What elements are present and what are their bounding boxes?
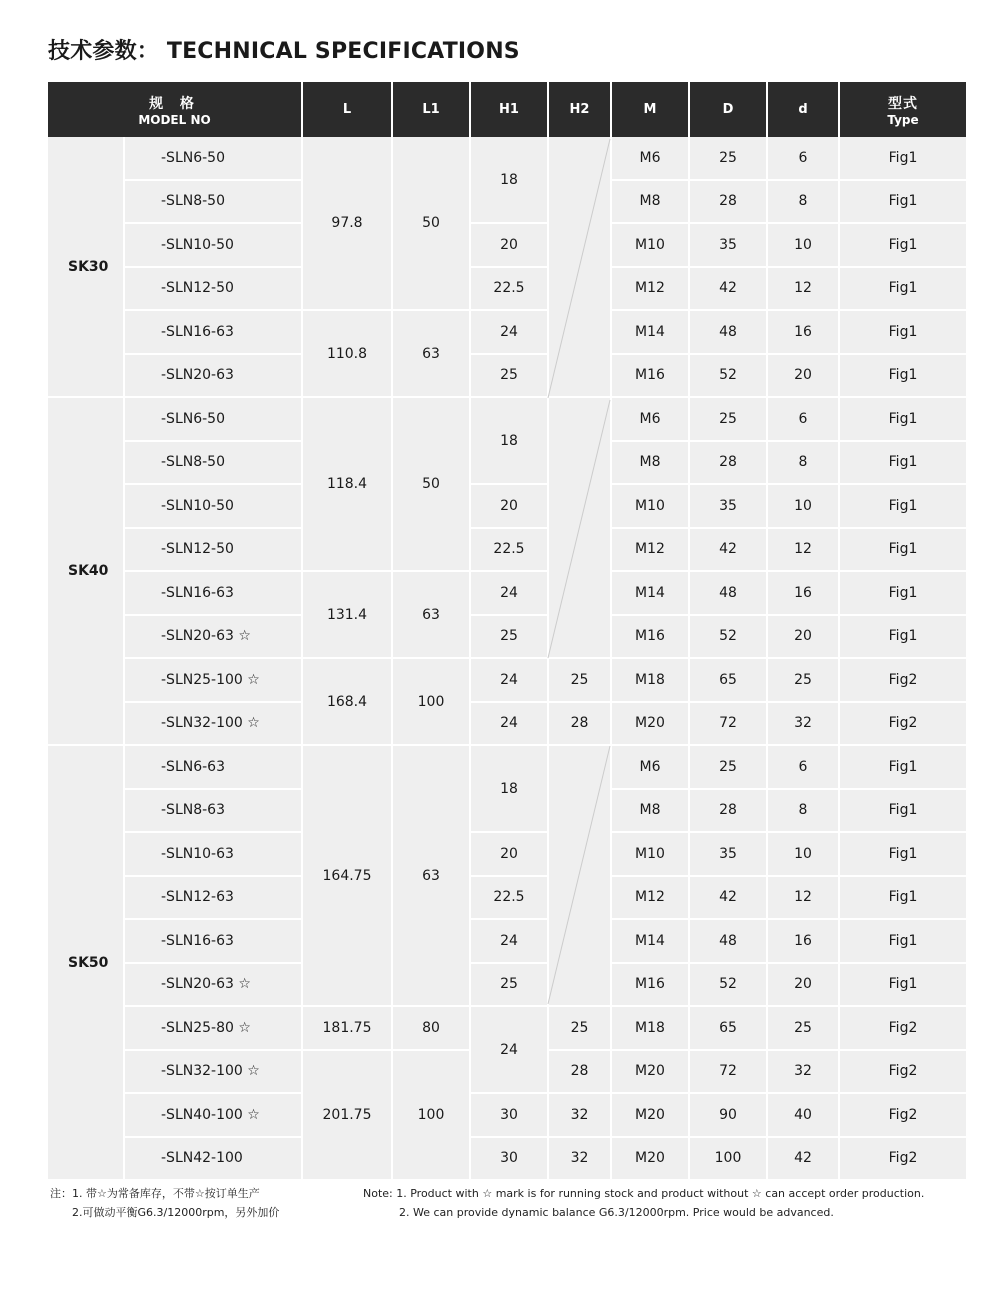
- page-title: 技术参数： TECHNICAL SPECIFICATIONS: [48, 39, 520, 64]
- d-outer-cell: 35: [689, 832, 767, 876]
- table-row: [48, 1006, 966, 1050]
- h1-cell: 24: [470, 310, 548, 354]
- d-inner-cell: 8: [767, 441, 839, 485]
- model-cell: -SLN12-50: [124, 528, 302, 572]
- h2-empty-cell: [548, 137, 611, 397]
- h2-cell: 32: [548, 1093, 611, 1137]
- notes-zh: [50, 1184, 279, 1222]
- d-inner-cell: 16: [767, 571, 839, 615]
- type-cell: Fig2: [839, 1050, 966, 1094]
- l-cell: 118.4: [302, 397, 392, 571]
- type-cell: Fig2: [839, 1093, 966, 1137]
- d-outer-cell: 72: [689, 1050, 767, 1094]
- h1-cell: 18: [470, 137, 548, 223]
- d-outer-cell: 48: [689, 919, 767, 963]
- d-inner-cell: 32: [767, 1050, 839, 1094]
- d-outer-cell: 52: [689, 354, 767, 398]
- model-cell: -SLN16-63: [124, 571, 302, 615]
- d-inner-cell: 10: [767, 223, 839, 267]
- h1-cell: 24: [470, 658, 548, 702]
- notes-en: [363, 1184, 924, 1222]
- m-cell: M10: [611, 832, 689, 876]
- l-cell: 97.8: [302, 137, 392, 310]
- h1-cell: 25: [470, 354, 548, 398]
- model-cell: -SLN20-63 ☆: [124, 963, 302, 1007]
- l1-cell: 100: [392, 1050, 470, 1181]
- d-outer-cell: 48: [689, 571, 767, 615]
- m-cell: M18: [611, 1006, 689, 1050]
- d-outer-cell: 28: [689, 441, 767, 485]
- l-cell: 168.4: [302, 658, 392, 745]
- m-cell: M16: [611, 354, 689, 398]
- type-cell: Fig1: [839, 310, 966, 354]
- l1-cell: 63: [392, 310, 470, 397]
- group-label-sk40: SK40: [48, 397, 124, 745]
- m-cell: M20: [611, 702, 689, 746]
- model-cell: -SLN8-63: [124, 789, 302, 833]
- l-cell: 181.75: [302, 1006, 392, 1050]
- h1-cell: 22.5: [470, 876, 548, 920]
- d-inner-cell: 32: [767, 702, 839, 746]
- d-inner-cell: 6: [767, 745, 839, 789]
- model-cell: -SLN25-80 ☆: [124, 1006, 302, 1050]
- h1-cell: 24: [470, 702, 548, 746]
- type-cell: Fig1: [839, 137, 966, 180]
- l1-cell: 50: [392, 137, 470, 310]
- type-cell: Fig1: [839, 267, 966, 311]
- header-type-zh: 型式: [888, 95, 918, 112]
- type-cell: Fig1: [839, 745, 966, 789]
- table-row: [48, 137, 966, 180]
- model-cell: -SLN16-63: [124, 919, 302, 963]
- table-row: [48, 267, 966, 311]
- note-en-line1: Note: 1. Product with ☆ mark is for running stock and product without ☆ can accept order production.: [363, 1187, 925, 1200]
- d-inner-cell: 20: [767, 354, 839, 398]
- l1-cell: 50: [392, 397, 470, 571]
- type-cell: Fig2: [839, 1006, 966, 1050]
- table-row: [48, 354, 966, 398]
- header-l: L: [302, 82, 392, 137]
- d-outer-cell: 90: [689, 1093, 767, 1137]
- d-outer-cell: 42: [689, 876, 767, 920]
- h2-cell: 28: [548, 702, 611, 746]
- m-cell: M8: [611, 180, 689, 224]
- model-cell: -SLN8-50: [124, 441, 302, 485]
- type-cell: Fig1: [839, 223, 966, 267]
- d-inner-cell: 20: [767, 963, 839, 1007]
- d-outer-cell: 25: [689, 745, 767, 789]
- model-cell: -SLN8-50: [124, 180, 302, 224]
- d-inner-cell: 12: [767, 528, 839, 572]
- specifications-table: [48, 82, 966, 1181]
- header-type-en: Type: [887, 112, 919, 127]
- model-cell: -SLN20-63 ☆: [124, 615, 302, 659]
- model-cell: -SLN20-63: [124, 354, 302, 398]
- m-cell: M18: [611, 658, 689, 702]
- h1-cell: 20: [470, 223, 548, 267]
- table-header-row: [48, 82, 966, 137]
- header-h2: H2: [548, 82, 611, 137]
- header-type: [839, 82, 966, 137]
- d-outer-cell: 100: [689, 1137, 767, 1181]
- d-inner-cell: 25: [767, 658, 839, 702]
- d-inner-cell: 6: [767, 137, 839, 180]
- table-row: [48, 397, 966, 441]
- table-row: [48, 310, 966, 354]
- table-row: [48, 832, 966, 876]
- m-cell: M6: [611, 397, 689, 441]
- table-row: [48, 571, 966, 615]
- type-cell: Fig2: [839, 702, 966, 746]
- model-cell: -SLN32-100 ☆: [124, 702, 302, 746]
- h2-empty-cell: [548, 745, 611, 1006]
- m-cell: M12: [611, 528, 689, 572]
- type-cell: Fig1: [839, 789, 966, 833]
- l1-cell: 100: [392, 658, 470, 745]
- type-cell: Fig1: [839, 963, 966, 1007]
- l-cell: 201.75: [302, 1050, 392, 1181]
- m-cell: M16: [611, 615, 689, 659]
- d-outer-cell: 42: [689, 267, 767, 311]
- l-cell: 164.75: [302, 745, 392, 1006]
- model-cell: -SLN12-63: [124, 876, 302, 920]
- specifications-table-wrapper: [48, 82, 966, 1181]
- table-row: [48, 963, 966, 1007]
- d-outer-cell: 48: [689, 310, 767, 354]
- h1-cell: 24: [470, 571, 548, 615]
- d-inner-cell: 16: [767, 919, 839, 963]
- m-cell: M16: [611, 963, 689, 1007]
- model-cell: -SLN6-50: [124, 137, 302, 180]
- table-row: [48, 528, 966, 572]
- m-cell: M8: [611, 441, 689, 485]
- d-inner-cell: 20: [767, 615, 839, 659]
- d-outer-cell: 35: [689, 223, 767, 267]
- table-row: [48, 745, 966, 789]
- note-zh-line2: 2.可做动平衡G6.3/12000rpm，另外加价: [72, 1206, 280, 1219]
- type-cell: Fig1: [839, 615, 966, 659]
- model-cell: -SLN6-63: [124, 745, 302, 789]
- model-cell: -SLN10-50: [124, 223, 302, 267]
- m-cell: M20: [611, 1093, 689, 1137]
- d-outer-cell: 65: [689, 1006, 767, 1050]
- d-outer-cell: 65: [689, 658, 767, 702]
- model-cell: -SLN16-63: [124, 310, 302, 354]
- header-d-outer: D: [689, 82, 767, 137]
- m-cell: M14: [611, 310, 689, 354]
- type-cell: Fig1: [839, 397, 966, 441]
- type-cell: Fig1: [839, 484, 966, 528]
- d-inner-cell: 16: [767, 310, 839, 354]
- type-cell: Fig2: [839, 658, 966, 702]
- d-inner-cell: 25: [767, 1006, 839, 1050]
- header-m: M: [611, 82, 689, 137]
- type-cell: Fig1: [839, 876, 966, 920]
- type-cell: Fig2: [839, 1137, 966, 1181]
- d-outer-cell: 28: [689, 789, 767, 833]
- m-cell: M8: [611, 789, 689, 833]
- type-cell: Fig1: [839, 180, 966, 224]
- header-d-inner: d: [767, 82, 839, 137]
- l-cell: 110.8: [302, 310, 392, 397]
- table-row: [48, 223, 966, 267]
- model-cell: -SLN42-100: [124, 1137, 302, 1181]
- h1-cell: 18: [470, 745, 548, 832]
- model-cell: -SLN32-100 ☆: [124, 1050, 302, 1094]
- model-cell: -SLN40-100 ☆: [124, 1093, 302, 1137]
- l1-cell: 63: [392, 745, 470, 1006]
- type-cell: Fig1: [839, 441, 966, 485]
- d-inner-cell: 12: [767, 267, 839, 311]
- h1-cell: 20: [470, 832, 548, 876]
- h1-cell: 18: [470, 397, 548, 484]
- d-outer-cell: 25: [689, 137, 767, 180]
- m-cell: M14: [611, 571, 689, 615]
- header-l1: L1: [392, 82, 470, 137]
- type-cell: Fig1: [839, 832, 966, 876]
- header-model: [48, 82, 302, 137]
- type-cell: Fig1: [839, 919, 966, 963]
- h1-cell: 22.5: [470, 528, 548, 572]
- m-cell: M6: [611, 745, 689, 789]
- h1-cell: 20: [470, 484, 548, 528]
- note-zh-line1: 注：1. 带☆为常备库存，不带☆按订单生产: [50, 1187, 260, 1200]
- model-cell: -SLN25-100 ☆: [124, 658, 302, 702]
- d-inner-cell: 8: [767, 180, 839, 224]
- d-outer-cell: 35: [689, 484, 767, 528]
- type-cell: Fig1: [839, 528, 966, 572]
- d-inner-cell: 6: [767, 397, 839, 441]
- h1-cell: 25: [470, 615, 548, 659]
- h2-cell: 25: [548, 1006, 611, 1050]
- type-cell: Fig1: [839, 571, 966, 615]
- group-label-sk30: SK30: [48, 137, 124, 397]
- m-cell: M10: [611, 223, 689, 267]
- model-cell: -SLN10-63: [124, 832, 302, 876]
- table-row: [48, 615, 966, 659]
- d-inner-cell: 12: [767, 876, 839, 920]
- m-cell: M20: [611, 1137, 689, 1181]
- note-en-line2: 2. We can provide dynamic balance G6.3/12000rpm. Price would be advanced.: [399, 1206, 834, 1219]
- header-model-en: MODEL NO: [138, 112, 211, 127]
- d-outer-cell: 52: [689, 615, 767, 659]
- d-outer-cell: 42: [689, 528, 767, 572]
- m-cell: M10: [611, 484, 689, 528]
- m-cell: M12: [611, 267, 689, 311]
- h1-cell: 30: [470, 1093, 548, 1137]
- d-inner-cell: 10: [767, 832, 839, 876]
- h2-cell: 25: [548, 658, 611, 702]
- table-row: [48, 1093, 966, 1137]
- table-row: [48, 876, 966, 920]
- m-cell: M6: [611, 137, 689, 180]
- m-cell: M12: [611, 876, 689, 920]
- h1-cell: 24: [470, 919, 548, 963]
- model-cell: -SLN10-50: [124, 484, 302, 528]
- header-model-zh: 规 格: [149, 95, 200, 112]
- table-row: [48, 702, 966, 746]
- l1-cell: 63: [392, 571, 470, 658]
- header-h1: H1: [470, 82, 548, 137]
- h2-cell: 32: [548, 1137, 611, 1181]
- table-row: [48, 1137, 966, 1181]
- model-cell: -SLN6-50: [124, 397, 302, 441]
- h1-cell: 24: [470, 1006, 548, 1093]
- table-row: [48, 658, 966, 702]
- group-label-sk50: SK50: [48, 745, 124, 1180]
- table-row: [48, 919, 966, 963]
- d-outer-cell: 28: [689, 180, 767, 224]
- model-cell: -SLN12-50: [124, 267, 302, 311]
- m-cell: M14: [611, 919, 689, 963]
- l-cell: 131.4: [302, 571, 392, 658]
- h1-cell: 30: [470, 1137, 548, 1181]
- d-inner-cell: 40: [767, 1093, 839, 1137]
- d-inner-cell: 8: [767, 789, 839, 833]
- d-inner-cell: 10: [767, 484, 839, 528]
- h1-cell: 22.5: [470, 267, 548, 311]
- h2-empty-cell: [548, 397, 611, 658]
- h2-cell: 28: [548, 1050, 611, 1094]
- m-cell: M20: [611, 1050, 689, 1094]
- d-outer-cell: 25: [689, 397, 767, 441]
- table-row: [48, 484, 966, 528]
- l1-cell: 80: [392, 1006, 470, 1050]
- d-outer-cell: 52: [689, 963, 767, 1007]
- d-inner-cell: 42: [767, 1137, 839, 1181]
- h1-cell: 25: [470, 963, 548, 1007]
- type-cell: Fig1: [839, 354, 966, 398]
- d-outer-cell: 72: [689, 702, 767, 746]
